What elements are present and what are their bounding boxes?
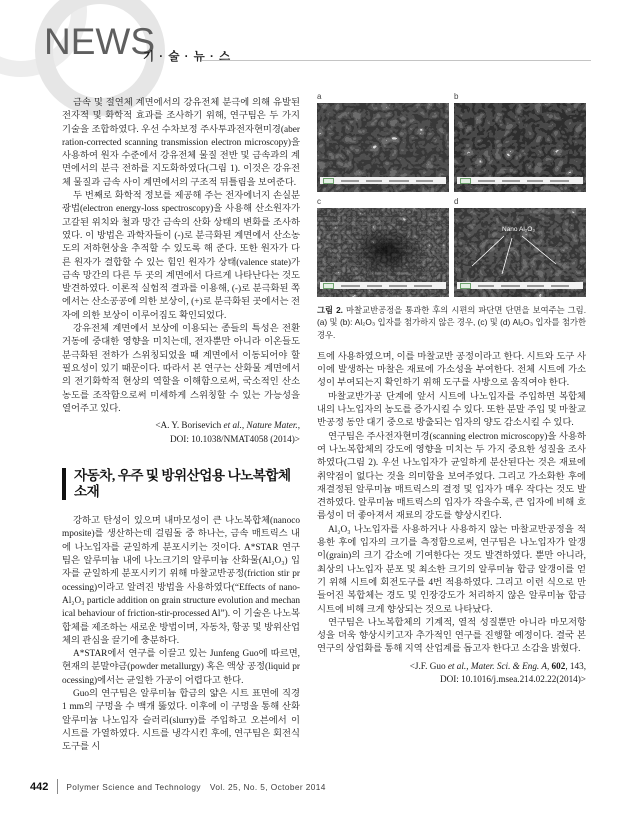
paragraph: 강유전체 계면에서 보상에 이용되는 종들의 특성은 전환거동에 중대한 영향을 미치는데, 전자뿐만 아니라 이온들도 분극화된 전하가 스위칭되었을 때 계면에서 이동되어야 할 필요성이 있기 때문이다. 따라서 본 연구는 산화물 계면에서의 전기화학적 현상의 역할을 이해함으로써, 국소적인 산소 농도를 조작함으로써 미세하게 스위칭할 수 있는 가능성을 열어주고 있다.	[62, 324, 300, 414]
sem-metadata-strip	[320, 282, 446, 289]
scale-bar	[460, 283, 471, 289]
header-rule	[202, 60, 591, 61]
figure-caption	[317, 304, 586, 341]
figure-caption-label: 그림 2.	[317, 305, 343, 315]
paragraph: 마찰교반가공 단계에 앞서 시트에 나노입자를 주입하면 복합체 내의 나노입자의 농도를 증가시킬 수 있다. 또한 분말 주입 및 마찰교반공정 동안 대기 중으로 방출되는 입자의 양도 감소시킬 수 있다.	[317, 391, 586, 429]
paragraph: 강하고 탄성이 있으며 내마모성이 큰 나노복합체(nanocomposite)를 생산하는데 걸림돌 중 하나는, 금속 매트릭스 내에 나노입자를 균일하게 분포시키는 것이다. A*STAR 연구팀은 알루미늄 내에 나노크기의 알루미늄 산화물(Al₂O₃) 입자를 균일하게 분포시키기 위해 마찰교반공정(friction stir processing)이라고 알려진 방법을 사용하였다(“Effects of nano-Al₂O₃ particle addition on grain structure evolution and mechanical behaviour of friction-stir-processed Al”). 이 기술은 나노복합체를 제조하는 새로운 방법이며, 자동차, 항공 및 방위산업체의 관심을 끌기에 충분하다.	[62, 516, 300, 646]
right-column	[317, 92, 586, 687]
left-column	[62, 97, 300, 754]
figure-panel-c	[317, 197, 449, 297]
figure-panel-b	[454, 92, 586, 192]
citation-text: <J.F. Guo	[409, 660, 448, 671]
sem-micrograph-c	[317, 208, 449, 297]
paragraph: 연구팀은 주사전자현미경(scanning electron microscopy)을 사용하여 나노복합체의 강도에 영향을 미치는 두 가지 중요한 성질을 조사하였다(그림 2). 우선 나노입자가 균일하게 분산된다는 것은 재료에 취약점이 없다는 것을 의미함을 보여주었다. 그리고 가소화한 후에 재결정된 알루미늄 매트릭스의 결정 및 입자가 매우 작다는 것도 발견하였다. 알루미늄 매트릭스의 입자가 작을수록, 큰 입자에 비해 흐름성이 더 좋아져서 재료의 강도를 향상시킨다.	[317, 431, 586, 522]
paragraph: Al₂O₃ 나노입자를 사용하거나 사용하지 않는 마찰교반공정을 적용한 후에 입자의 크기를 측정함으로써, 연구팀은 나노입자가 알갱이(grain)의 크기 감소에 기여한다는 것도 발견하였다. 뿐만 아니라, 최상의 나노입자 분포 및 최소한 크기의 알루미늄 합금 알갱이를 얻기 위해 시트에 회전도구를 4번 적용하였다. 그리고 이런 식으로 만들어진 복합체는 경도 및 인장강도가 처리하지 않은 알루미늄 합금 시트에 비해 크게 향상되는 것으로 나타났다.	[317, 524, 586, 615]
panel-label-d: d	[454, 197, 459, 206]
footer-divider	[57, 779, 58, 794]
journal-issue: Vol. 25, No. 5, October 2014	[209, 781, 326, 792]
paragraph: 금속 및 절연체 계면에서의 강유전체 분극에 의해 유발된 전자적 및 화학적 효과를 조사하기 위해, 연구팀은 두 가지 기술을 조합하였다. 우선 수차보정 주사투과전자현미경(aberration-corrected scanning transmission electron microscopy)을 사용하여 원자 수준에서 강유전체 물질 전반 및 금속과의 계면에서의 분극 전하를 지도화하였다(그림 1). 이것은 강유전체 물질과 금속 사이 계면에서의 구조적 뒤틀림을 보여준다.	[62, 98, 300, 188]
figure-2	[317, 92, 586, 297]
scale-bar	[323, 283, 334, 289]
news-masthead: NEWS	[44, 21, 155, 62]
figure-caption-text: 마찰교반공정을 통과한 후의 시편의 파단면 단면을 보여주는 그림. (a) 및 (b): Al₂O₃ 입자를 첨가하지 않은 경우, (c) 및 (d) Al₂O₃ 입자를 첨가한 경우.	[317, 305, 586, 340]
sem-depression	[350, 226, 423, 275]
figure-panel-a	[317, 92, 449, 192]
paragraph: 연구팀은 나노복합체의 기계적, 열적 성질뿐만 아니라 마모저항성을 더욱 향상시키고자 추가적인 연구를 진행할 예정이다. 결국 본 연구의 상업화를 통해 지역 산업계를 돕고자 한다고 소감을 밝혔다.	[317, 617, 586, 655]
sem-micrograph-a	[317, 103, 449, 192]
citation-guo	[317, 660, 586, 687]
news-subtitle-korean: 기 · 술 · 뉴 · 스	[143, 51, 232, 63]
panel-label-b: b	[454, 92, 459, 101]
citation-text-italic: et al., Nature Mater.,	[223, 420, 300, 431]
citation-borisevich	[62, 419, 300, 446]
sem-micrograph-d	[454, 208, 586, 297]
citation-volume-bold: 602	[551, 660, 566, 671]
citation-doi: DOI: 10.1038/NMAT4058 (2014)>	[170, 433, 300, 444]
scale-bar	[323, 178, 334, 184]
paragraph: A*STAR에서 연구를 이끌고 있는 Junfeng Guo에 따르면, 현재의 분말야금(powder metallurgy) 혹은 액상 공정(liquid processing)에서는 균일한 가공이 어렵다고 한다.	[62, 649, 300, 686]
sem-metadata-strip	[457, 177, 583, 184]
citation-doi: DOI: 10.1016/j.msea.214.02.22(2014)>	[439, 674, 586, 685]
sem-metadata-strip	[457, 282, 583, 289]
paragraph: Guo의 연구팀은 알루미늄 합금의 얇은 시트 표면에 직경 1 mm의 구멍을 수 백개 뚫었다. 이후에 이 구멍을 통해 산화알루미늄 나노입자 슬러리(slurry)를 주입하고 오븐에서 이 시트를 가열하였다. 시트를 냉각시킨 후에, 연구팀은 회전식 도구를 시	[62, 688, 300, 753]
nano-al2o3-annotation: Nano Al₂O₃	[502, 226, 535, 233]
scale-bar	[460, 178, 471, 184]
citation-text-italic: et al., Mater. Sci. & Eng. A	[447, 660, 547, 671]
panel-label-c: c	[317, 197, 321, 206]
journal-name: Polymer Science and Technology	[66, 781, 201, 792]
citation-text: <A. Y. Borisevich	[155, 420, 224, 431]
sem-micrograph-b	[454, 103, 586, 192]
page-number: 442	[30, 780, 49, 793]
paragraph: 두 번째로 화학적 정보를 제공해 주는 전자에너지 손실분광법(electron energy-loss spectroscopy)을 사용해 산소원자가 고갈된 위치와 철과 망간 금속의 산화 상태의 변화를 조사하였다. 이 방법은 과학자들이 (-)로 분극화된 계면에서 산소농도의 저하현상을 추적할 수 있도록 해 준다. 또한 원자가 다른 원자가 결합할 수 있는 힘인 원자가 상태(valence state)가 금속 망간의 다른 두 곳의 계면에서 다르게 나타난다는 것도 발견하였다. 이론적 실험적 결과를 이용해, (-)로 분극화된 쪽에서는 산소공공에 의한 보상이, (+)로 분극화된 곳에서는 전자에 의한 보상이 이루어짐도 확인되었다.	[62, 191, 300, 321]
section-title: 자동차, 우주 및 방위산업용 나노복합체 소재	[62, 468, 300, 500]
page-footer	[30, 779, 326, 794]
sem-metadata-strip	[320, 177, 446, 184]
paragraph: 트에 사용하였으며, 이를 마찰교반 공정이라고 한다. 시트와 도구 사이에 발생하는 마찰은 재료에 가소성을 부여한다. 전체 시트에 가소성이 부여되는지 확인하기 위해 도구를 사방으로 움직여야 한다.	[317, 351, 586, 389]
citation-text: ,	[546, 660, 552, 671]
panel-label-a: a	[317, 92, 322, 101]
figure-panel-d	[454, 197, 586, 297]
citation-text: , 143,	[565, 660, 586, 671]
